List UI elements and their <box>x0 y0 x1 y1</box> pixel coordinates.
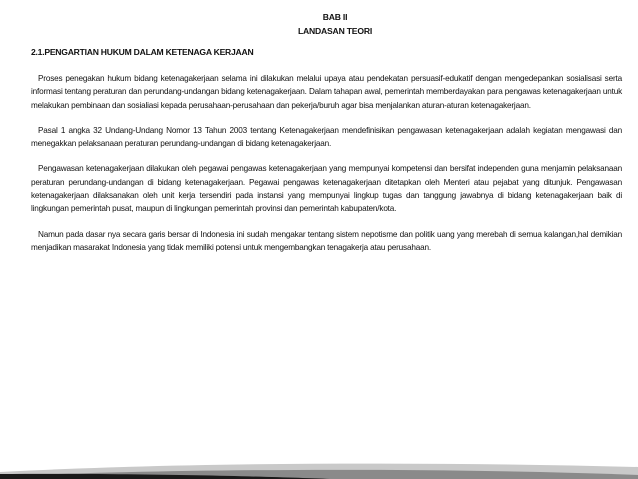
paragraph: Proses penegakan hukum bidang ketenagakerjaan selama ini dilakukan melalui upaya atau pendekatan persuasif-edukatif dengan mengedepankan sosialisasi serta informasi tentang peraturan dan perundang-undangan bidang ketenagakerjaan. Dalam tahapan awal, pemerintah memberdayakan para pengawas ketenagakerjaan untuk melakukan pembinaan dan sosialiasi kepada perusahaan-perusahaan dan pekerja/buruh agar bisa menjalankan aturan-aturan ketenagakerjaan. <box>31 74 622 110</box>
paragraph: Namun pada dasar nya secara garis bersar di Indonesia ini sudah mengakar tentang sistem nepotisme dan politik uang yang merebah di semua kalangan,hal demikian menjadikan masarakat Indonesia yang tidak memiliki potensi untuk mengembangkan tenagakerja atau perusahaan. <box>31 229 622 252</box>
chapter-number: BAB II <box>322 12 348 22</box>
section-title: 2.1.PENGARTIAN HUKUM DALAM KETENAGA KERJAAN <box>31 47 254 57</box>
paragraph: Pasal 1 angka 32 Undang-Undang Nomor 13 Tahun 2003 tentang Ketenagakerjaan mendefinisikan pengawasan ketenagakerjaan adalah kegiatan mengawasi dan menegakkan pelaksanaan peraturan perundang-undangan di bidang ketenagakerjaan. <box>31 125 622 149</box>
paragraph: Pengawasan ketenagakerjaan dilakukan oleh pegawai pengawas ketenagakerjaan yang mempunyai kompetensi dan bersifat independen guna menjamin pelaksanaan peraturan perundang-undangan di bidang ketenagakerjaan. Pegawai pengawas ketenagakerjaan ditetapkan oleh Menteri atau pejabat yang ditunjuk. Pengawasan ketenagakerjaan dilaksanakan oleh unit kerja tersendiri pada instansi yang mempunyai lingkup tugas dan tanggung jawabnya di bidang ketenagakerjaan baik di lingkungan pemerintah pusat, maupun di lingkungan pemerintah provinsi dan pemerintah kabupaten/kota. <box>31 164 622 214</box>
chapter-heading <box>0 10 638 38</box>
decorative-swoosh <box>0 439 638 479</box>
chapter-title: LANDASAN TEORI <box>297 26 373 36</box>
body-text <box>31 72 622 266</box>
